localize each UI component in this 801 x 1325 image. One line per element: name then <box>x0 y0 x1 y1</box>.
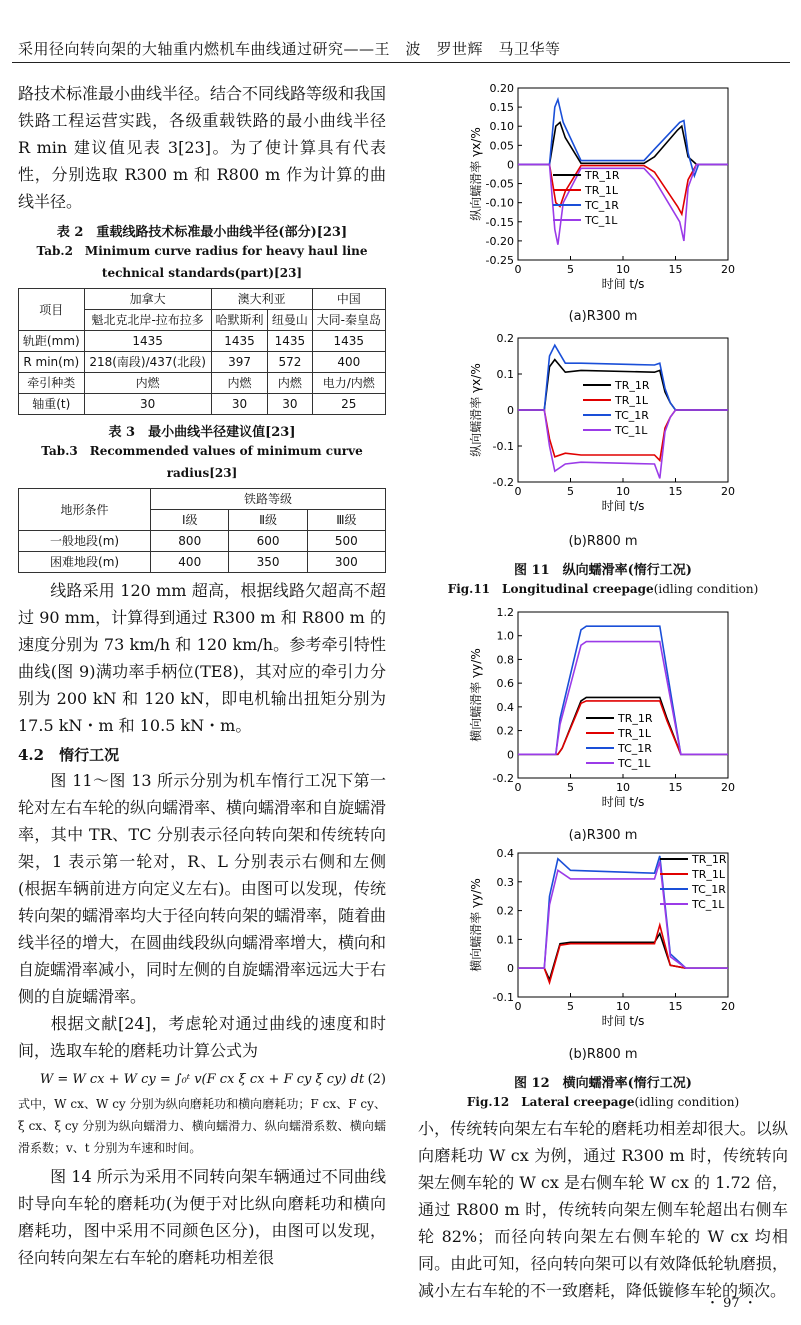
paragraph-2 <box>18 577 386 739</box>
fig11-caption-en-normal: (idling condition) <box>653 582 759 596</box>
right-column <box>418 80 788 1304</box>
paragraph-3 <box>18 767 386 1010</box>
subcaption-12b: (b)R800 m <box>568 1047 638 1062</box>
legend-label: TR_1R <box>615 379 650 392</box>
paragraph-2-text: 线路采用 120 mm 超高，根据线路欠超高不超过 90 mm，计算得到通过 R300 m 和 R800 m 的速度分别为 73 km/h 和 120 km/h。参考牵引特性曲线(图 9)满功率手柄位(TE8)，其对应的牵引力分别为 200 kN 和 120 kN，即电机输出扭矩分别为 17.5 kN・m 和 10.5 kN・m。 <box>18 581 386 735</box>
t2-cell: 572 <box>268 352 312 373</box>
figure-11a <box>418 80 788 324</box>
table2-caption-en-1: Tab.2 Minimum curve radius for heavy haul line <box>36 244 368 258</box>
t2-line-2: 哈默斯利 <box>211 310 268 331</box>
paragraph-4-text: 根据文献[24]，考虑轮对通过曲线的速度和时间，选取车轮的磨耗功计算公式为 <box>18 1014 386 1060</box>
x-tick-label: 5 <box>567 485 574 498</box>
t2-cell: 25 <box>312 394 385 415</box>
legend-label: TR_1L <box>618 727 651 740</box>
legend-label: TC_1L <box>615 424 648 437</box>
table-row <box>19 394 386 415</box>
t3-cell: 500 <box>307 531 385 552</box>
t2-line-1: 魁北克北岸-拉布拉多 <box>84 310 211 331</box>
y-tick-label: 0.1 <box>496 933 514 947</box>
series-line-TC_1L <box>518 164 728 244</box>
series-line-TR_1L <box>518 925 728 983</box>
y-tick-label: -0.1 <box>492 991 514 1004</box>
t3-row-label: 一般地段(m) <box>19 531 151 552</box>
legend-label: TR_1L <box>585 184 618 197</box>
y-tick-label: 0.4 <box>496 700 514 714</box>
paragraph-6 <box>18 1163 386 1271</box>
legend-label: TR_1L <box>615 394 648 407</box>
x-tick-label: 15 <box>668 781 683 794</box>
x-axis-label: 时间 t/s <box>601 499 645 513</box>
t2-country-3: 中国 <box>312 289 385 310</box>
fig11-caption-cn: 图 11 纵向蠕滑率(惰行工况) <box>514 563 692 578</box>
table-row <box>19 373 386 394</box>
x-tick-label: 10 <box>616 485 630 498</box>
x-tick-label: 10 <box>616 1000 630 1013</box>
x-tick-label: 10 <box>616 781 630 794</box>
t2-cell: 1435 <box>84 331 211 352</box>
legend-label: TC_1R <box>618 742 652 755</box>
t3-level: Ⅱ级 <box>229 510 307 531</box>
left-column <box>18 80 386 1271</box>
t2-item-header: 项目 <box>19 289 85 331</box>
t2-cell: 218(南段)/437(北段) <box>84 352 211 373</box>
y-tick-label: 0.8 <box>496 653 514 667</box>
legend-label: TR_1R <box>585 169 620 182</box>
y-tick-label: -0.15 <box>485 215 514 229</box>
y-tick-label: 0.15 <box>489 101 514 115</box>
x-tick-label: 15 <box>668 263 683 276</box>
y-tick-label: 0 <box>507 748 514 762</box>
chart-11b <box>418 330 788 530</box>
table2-caption-cn: 表 2 重载线路技术标准最小曲线半径(部分)[23] <box>56 225 348 240</box>
chart-12a <box>418 604 788 824</box>
equation-explanation: 式中，W cx、W cy 分别为纵向磨耗功和横向磨耗功；F cx、F cy、ξ cx、ξ cy 分别为纵向蠕滑力、横向蠕滑力、纵向蠕滑系数、横向蠕滑系数；v、t 分别为车速和时间。 <box>18 1097 386 1155</box>
t2-cell: 30 <box>211 394 268 415</box>
y-tick-label: 0 <box>507 962 514 976</box>
table3-caption-cn: 表 3 最小曲线半径建议值[23] <box>108 425 296 440</box>
subcaption-11b: (b)R800 m <box>568 534 638 549</box>
x-tick-label: 0 <box>514 263 522 276</box>
paragraph-6-text: 图 14 所示为采用不同转向架车辆通过不同曲线时导向车轮的磨耗功(为便于对比纵向磨耗功和横向磨耗功，图中采用不同颜色区分)，由图可以发现，径向转向架左右车轮的磨耗功相差很 <box>18 1167 386 1267</box>
y-axis-label: 纵向蠕滑率 γx/% <box>469 363 483 457</box>
paragraph-3-text: 图 11～图 13 所示分别为机车惰行工况下第一轮对左右车轮的纵向蠕滑率、横向蠕滑率和自旋蠕滑率，其中 TR、TC 分别表示径向转向架和传统转向架，1 表示第一轮对，R、L 分别表示右侧和左侧(根据车辆前进方向定义左右)。由图可以发现，传统转向架的蠕滑率均大于径向转向架的蠕滑率，随着曲线半径的增大，在圆曲线段纵向蠕滑率增大，横向和自旋蠕滑率减小，同时左侧的自旋蠕滑率远远大于右侧的自旋蠕滑率。 <box>18 771 387 1006</box>
y-tick-label: 1.2 <box>496 606 514 619</box>
y-tick-label: 0 <box>507 158 514 172</box>
x-tick-label: 20 <box>721 1000 735 1013</box>
y-tick-label: 0.20 <box>489 82 514 95</box>
equation-text: W = W cx + W cy = ∫₀ᵗ v(F cx ξ cx + F cy ξ cy) dt <box>39 1072 365 1087</box>
equation-2 <box>18 1072 386 1087</box>
table3-caption-en: Tab.3 Recommended values of minimum curve radius[23] <box>41 444 363 480</box>
x-tick-label: 20 <box>721 263 735 276</box>
legend-label: TC_1L <box>692 898 725 911</box>
t2-row-label: 轨距(mm) <box>19 331 85 352</box>
chart-12b <box>418 847 788 1043</box>
y-tick-label: 0.2 <box>496 332 514 345</box>
legend-label: TR_1R <box>692 853 727 866</box>
t3-cell: 350 <box>229 552 307 573</box>
t3-cell: 600 <box>229 531 307 552</box>
t2-cell: 1435 <box>312 331 385 352</box>
subcaption-11a: (a)R300 m <box>568 309 638 324</box>
y-tick-label: -0.20 <box>485 234 514 248</box>
series-line-TR_1R <box>518 934 728 980</box>
x-axis-label: 时间 t/s <box>601 795 645 809</box>
y-tick-label: -0.2 <box>492 772 514 785</box>
y-tick-label: -0.2 <box>492 476 514 489</box>
t2-country-1: 加拿大 <box>84 289 211 310</box>
y-tick-label: 0.05 <box>489 139 514 153</box>
t3-row-label: 困难地段(m) <box>19 552 151 573</box>
legend-label: TC_1R <box>585 199 619 212</box>
t2-cell: 397 <box>211 352 268 373</box>
legend-label: TC_1R <box>692 883 726 896</box>
t2-cell: 30 <box>84 394 211 415</box>
chart-11a <box>418 80 788 305</box>
table2-caption-en-2: technical standards(part)[23] <box>101 266 303 280</box>
legend-label: TR_1L <box>692 868 725 881</box>
fig12-caption-en <box>418 1091 788 1113</box>
fig11-caption-en-bold: Fig.11 Longitudinal creepage <box>447 582 654 596</box>
y-tick-label: 0.2 <box>496 904 514 918</box>
fig12-caption-en-bold: Fig.12 Lateral creepage <box>466 1095 635 1109</box>
table-2 <box>18 288 386 415</box>
x-tick-label: 20 <box>721 485 735 498</box>
t3-level: Ⅰ级 <box>151 510 229 531</box>
y-tick-label: 0.4 <box>496 847 514 860</box>
figure-11b <box>418 330 788 549</box>
y-tick-label: -0.05 <box>485 177 514 191</box>
t2-cell: 内燃 <box>84 373 211 394</box>
page-number: ・ 97 ・ <box>706 1296 757 1311</box>
x-tick-label: 15 <box>668 1000 683 1013</box>
y-tick-label: 0 <box>507 404 514 417</box>
paragraph-1: 路技术标准最小曲线半径。结合不同线路等级和我国铁路工程运营实践，各级重载铁路的最小曲线半径 R min 建议值见表 3[23]。为了使计算具有代表性，分别选取 R300 m 和 R800 m 作为计算的曲线半径。 <box>18 84 387 211</box>
header-rule <box>12 62 790 63</box>
fig12-caption-en-normal: (idling condition) <box>634 1095 740 1109</box>
fig12-caption-cn: 图 12 横向蠕滑率(惰行工况) <box>514 1076 692 1091</box>
t2-cell: 30 <box>268 394 312 415</box>
table-3 <box>18 488 386 573</box>
x-tick-label: 0 <box>514 485 522 498</box>
t2-cell: 内燃 <box>211 373 268 394</box>
y-tick-label: -0.10 <box>485 196 514 210</box>
t2-row-label: 轴重(t) <box>19 394 85 415</box>
legend-label: TC_1L <box>618 757 651 770</box>
equation-number: (2) <box>367 1072 386 1087</box>
legend-label: TC_1L <box>585 214 618 227</box>
running-header: 采用径向转向架的大轴重内燃机车曲线通过研究——王 波 罗世辉 马卫华等 <box>18 40 561 58</box>
y-tick-label: 1.0 <box>496 629 514 643</box>
t3-level: Ⅲ级 <box>307 510 385 531</box>
t2-cell: 电力/内燃 <box>312 373 385 394</box>
t2-row-label: R min(m) <box>19 352 85 373</box>
figure-12a <box>418 604 788 843</box>
x-axis-label: 时间 t/s <box>601 277 645 291</box>
paragraph-7: 小，传统转向架左右车轮的磨耗功相差却很大。以纵向磨耗功 W cx 为例，通过 R300 m 时，传统转向架左侧车轮的 W cx 是右侧车轮 W cx 的 1.72 倍，通过 R800 m 时，传统转向架左侧车轮超出右侧车轮 82%；而径向转向架左右侧车轮的 W cx 均相同。由此可知，径向转向架可以有效降低轮轨磨损，减小左右车轮的不一致磨耗，降低镟修车轮的频次。 <box>418 1119 788 1300</box>
x-tick-label: 5 <box>567 781 574 794</box>
x-tick-label: 0 <box>514 781 522 794</box>
legend-label: TC_1R <box>615 409 649 422</box>
x-tick-label: 5 <box>567 1000 574 1013</box>
t2-country-2: 澳大利亚 <box>211 289 312 310</box>
t3-cell: 800 <box>151 531 229 552</box>
t2-cell: 1435 <box>211 331 268 352</box>
t3-terrain-header: 地形条件 <box>19 489 151 531</box>
t2-line-4: 大同-秦皇岛 <box>312 310 385 331</box>
t3-cell: 300 <box>307 552 385 573</box>
paragraph-4 <box>18 1010 386 1064</box>
y-tick-label: 0.10 <box>489 120 514 134</box>
x-tick-label: 20 <box>721 781 735 794</box>
legend-label: TR_1R <box>618 712 653 725</box>
t3-cell: 400 <box>151 552 229 573</box>
t2-cell: 400 <box>312 352 385 373</box>
y-tick-label: -0.25 <box>485 254 514 267</box>
y-tick-label: 0.1 <box>496 368 514 381</box>
table-row <box>19 331 386 352</box>
y-axis-label: 横向蠕滑率 γy/% <box>469 648 483 742</box>
y-axis-label: 纵向蠕滑率 γx/% <box>469 127 483 221</box>
t3-grade-header: 铁路等级 <box>151 489 386 510</box>
t2-cell: 1435 <box>268 331 312 352</box>
x-tick-label: 15 <box>668 485 683 498</box>
figure-12b <box>418 847 788 1062</box>
x-tick-label: 10 <box>616 263 630 276</box>
t2-cell: 内燃 <box>268 373 312 394</box>
x-tick-label: 5 <box>567 263 574 276</box>
y-tick-label: 0.3 <box>496 875 514 889</box>
t2-line-3: 纽曼山 <box>268 310 312 331</box>
x-tick-label: 0 <box>514 1000 522 1013</box>
table-row <box>19 531 386 552</box>
section-heading: 4.2 惰行工况 <box>18 746 120 764</box>
fig11-caption-en <box>418 578 788 600</box>
y-tick-label: 0.2 <box>496 724 514 738</box>
table-row <box>19 352 386 373</box>
t2-row-label: 牵引种类 <box>19 373 85 394</box>
y-tick-label: 0.6 <box>496 677 514 691</box>
y-axis-label: 横向蠕滑率 γy/% <box>469 878 483 972</box>
y-tick-label: -0.1 <box>492 440 514 453</box>
table-row <box>19 552 386 573</box>
subcaption-12a: (a)R300 m <box>568 828 638 843</box>
x-axis-label: 时间 t/s <box>601 1014 645 1028</box>
